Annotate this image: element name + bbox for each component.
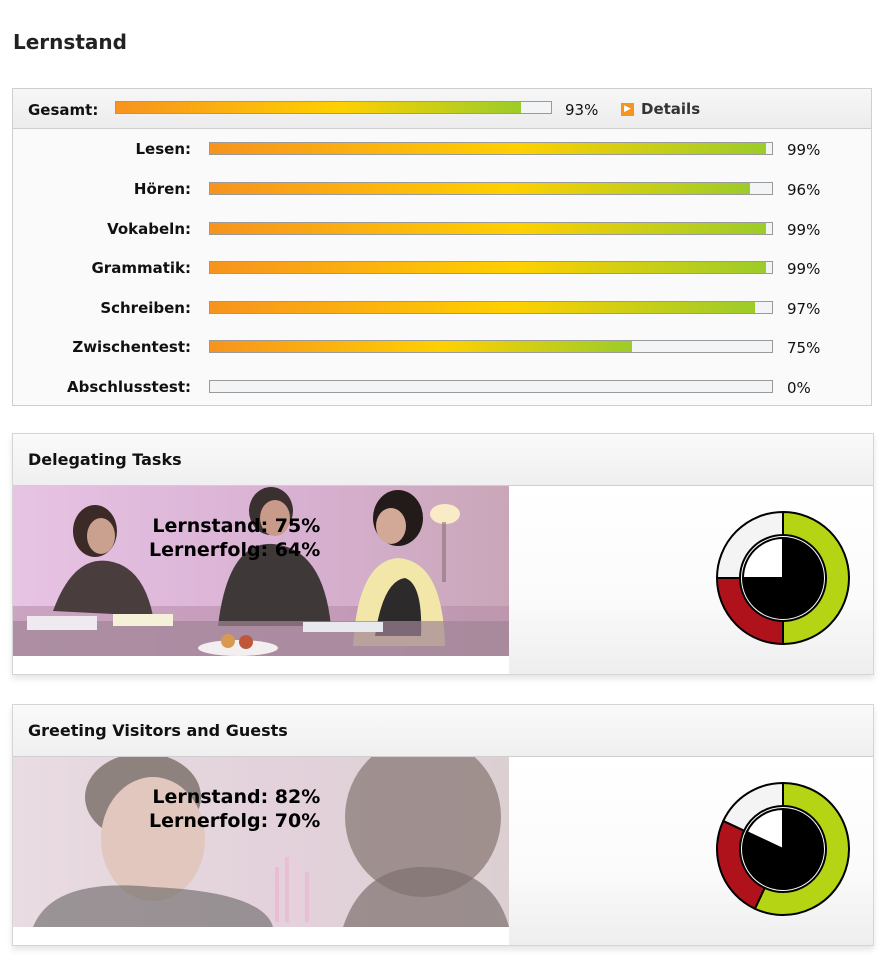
course-stats [149, 514, 320, 562]
skill-progress-fill [210, 143, 766, 154]
skill-row-schreiben [13, 299, 871, 329]
skill-progress-fill [210, 183, 750, 194]
lernerfolg-text: Lernerfolg: 70% [149, 810, 321, 832]
progress-panel [12, 88, 872, 406]
skill-row-vokabeln [13, 220, 871, 250]
details-label: Details [641, 100, 701, 118]
skill-percent: 75% [787, 339, 821, 357]
progress-donut-chart [715, 510, 851, 646]
course-card-delegating-tasks[interactable] [12, 433, 874, 675]
page-title: Lernstand [13, 30, 127, 54]
skill-progress-bar [209, 340, 773, 353]
lernstand-text: Lernstand: 75% [152, 515, 321, 537]
details-link[interactable] [621, 100, 700, 118]
skill-progress-bar [209, 261, 773, 274]
skill-row-grammatik [13, 259, 871, 289]
skill-progress-bar [209, 222, 773, 235]
skill-label: Zwischentest: [72, 338, 191, 356]
skill-row-zwischentest [13, 338, 871, 368]
course-progress-area [509, 757, 873, 945]
skill-progress-fill [210, 223, 766, 234]
course-image[interactable] [13, 757, 509, 927]
meeting-photo-illustration [13, 486, 509, 656]
skill-progress-fill [210, 262, 766, 273]
skill-percent: 0% [787, 379, 811, 397]
skill-row-abschlusstest [13, 378, 871, 408]
skill-label: Grammatik: [91, 259, 191, 277]
course-progress-area [509, 486, 873, 674]
skill-label: Abschlusstest: [67, 378, 191, 396]
skill-progress-bar [209, 182, 773, 195]
photo-strip [13, 927, 509, 945]
arrow-right-icon: ▶ [621, 103, 634, 116]
course-stats [149, 785, 320, 833]
course-image[interactable] [13, 486, 509, 656]
course-card-greeting-visitors[interactable] [12, 704, 874, 946]
skill-percent: 99% [787, 141, 821, 159]
skill-progress-bar [209, 301, 773, 314]
overall-label: Gesamt: [28, 101, 99, 119]
overall-percent: 93% [565, 101, 599, 119]
photo-strip [13, 656, 509, 674]
overall-row [13, 89, 871, 129]
skill-label: Lesen: [135, 140, 191, 158]
progress-donut-chart [715, 781, 851, 917]
course-header [13, 705, 873, 757]
skill-progress-bar [209, 380, 773, 393]
greeting-photo-illustration [13, 757, 509, 927]
skill-row-hoeren [13, 180, 871, 210]
skill-label: Vokabeln: [107, 220, 191, 238]
skill-percent: 96% [787, 181, 821, 199]
lernstand-text: Lernstand: 82% [152, 786, 321, 808]
skill-percent: 99% [787, 260, 821, 278]
skill-percent: 99% [787, 221, 821, 239]
skill-progress-fill [210, 302, 755, 313]
skill-progress-bar [209, 142, 773, 155]
lernerfolg-text: Lernerfolg: 64% [149, 539, 321, 561]
skill-progress-fill [210, 341, 632, 352]
skill-label: Schreiben: [100, 299, 191, 317]
skill-row-lesen [13, 140, 871, 170]
skill-percent: 97% [787, 300, 821, 318]
skill-label: Hören: [133, 180, 191, 198]
course-title: Delegating Tasks [28, 450, 182, 469]
course-header [13, 434, 873, 486]
overall-progress-fill [116, 102, 521, 113]
overall-progress-bar [115, 101, 552, 114]
course-title: Greeting Visitors and Guests [28, 721, 288, 740]
